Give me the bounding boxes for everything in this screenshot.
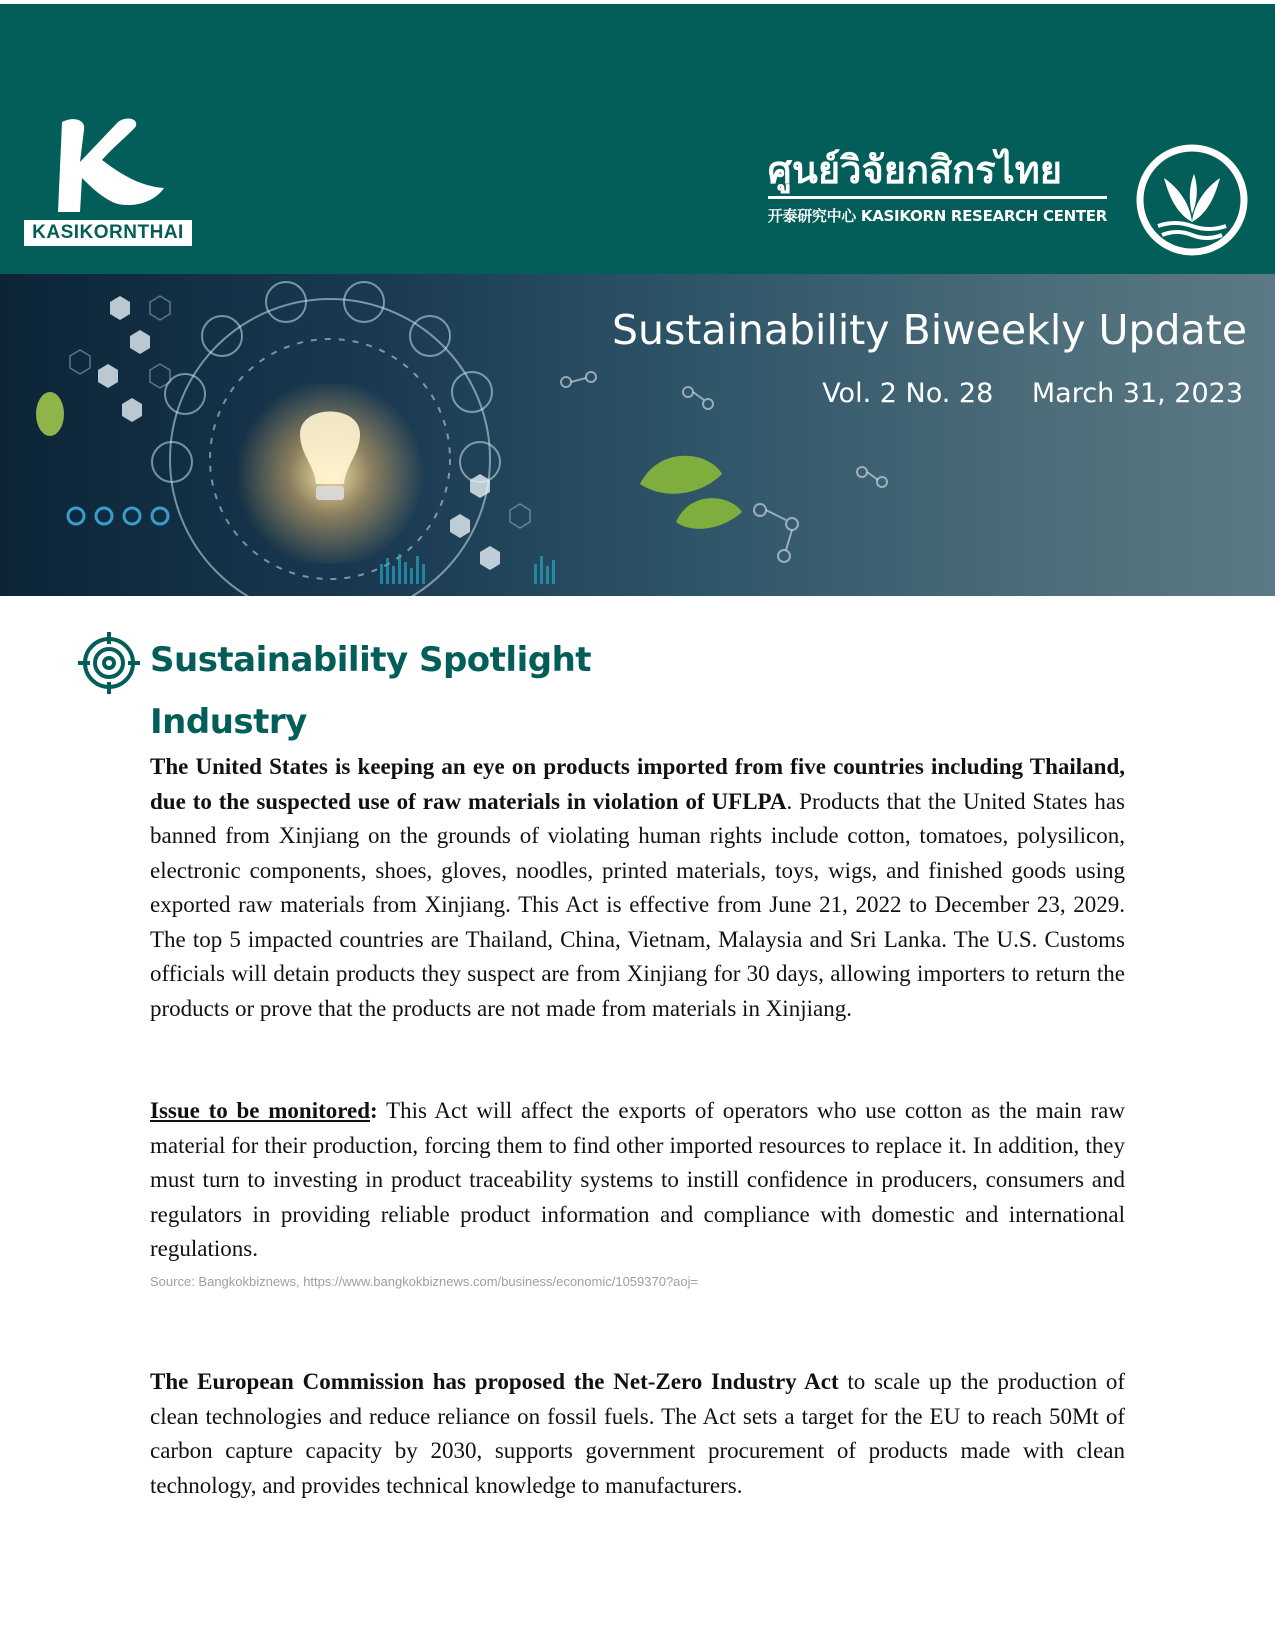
k-letter-icon bbox=[52, 116, 172, 216]
section-subtitle: Industry bbox=[150, 702, 307, 742]
issue-monitored-colon: : bbox=[370, 1098, 378, 1123]
article-net-zero-body: to scale up the production of clean technologies and reduce reliance on fossil fuels. The Act sets a target for the EU to reach 50Mt of carbon capture capacity by 2030, supports government procurement of products made with clean technology, and provides technical knowledge to manufacturers. bbox=[150, 1369, 1125, 1498]
header-band bbox=[0, 4, 1275, 274]
krc-thai-name: ศูนย์วิจัยกสิกรไทย bbox=[768, 146, 1107, 199]
issue-monitored-body: This Act will affect the exports of operators who use cotton as the main raw material for their production, forcing them to find other imported resources to replace it. In addition, they must turn to investing in product traceability systems to instill confidence in producers, consumers and regulators in providing reliable product information and compliance with domestic and international regulations. bbox=[150, 1098, 1126, 1261]
source-citation: Source: Bangkokbiznews, https://www.bangkokbiznews.com/business/economic/1059370?aoj= bbox=[150, 1274, 699, 1289]
issue-info bbox=[822, 378, 1243, 409]
article-net-zero-lead: The European Commission has proposed the Net-Zero Industry Act bbox=[150, 1369, 839, 1394]
article-uflpa-lead: The United States is keeping an eye on products imported from five countries including Thailand, due to the suspected use of raw materials in violation of UFLPA bbox=[150, 754, 1125, 814]
publication-title: Sustainability Biweekly Update bbox=[611, 306, 1247, 354]
article-net-zero bbox=[150, 1365, 1125, 1503]
krc-sub-name: 开泰研究中心 KASIKORN RESEARCH CENTER bbox=[767, 207, 1107, 225]
kasikornthai-label: KASIKORNTHAI bbox=[24, 220, 192, 246]
article-uflpa bbox=[150, 750, 1125, 1026]
article-uflpa-body: . Products that the United States has banned from Xinjiang on the grounds of violating human rights include cotton, tomatoes, polysilicon, electronic components, shoes, gloves, noodles, printed materials, toys, wigs, and finished goods using exported raw materials from Xinjiang. This Act is effective from June 21, 2022 to December 23, 2029. The top 5 impacted countries are Thailand, China, Vietnam, Malaysia and Sri Lanka. The U.S. Customs officials will detain products they suspect are from Xinjiang for 30 days, allowing importers to return the products or prove that the products are not made from materials in Xinjiang. bbox=[150, 788, 1125, 1021]
issue-volume: Vol. 2 No. 28 bbox=[822, 378, 994, 409]
section-title: Sustainability Spotlight bbox=[150, 640, 592, 680]
target-icon bbox=[78, 632, 140, 694]
kasikorn-research-emblem bbox=[1136, 144, 1248, 256]
issue-date: March 31, 2023 bbox=[1031, 378, 1243, 409]
article-issue-monitored bbox=[150, 1094, 1125, 1267]
issue-monitored-label: Issue to be monitored bbox=[150, 1098, 371, 1123]
kasikornthai-logo[interactable] bbox=[24, 116, 192, 250]
hero-banner bbox=[0, 274, 1275, 596]
kasikorn-research-wordmark bbox=[768, 146, 1107, 226]
